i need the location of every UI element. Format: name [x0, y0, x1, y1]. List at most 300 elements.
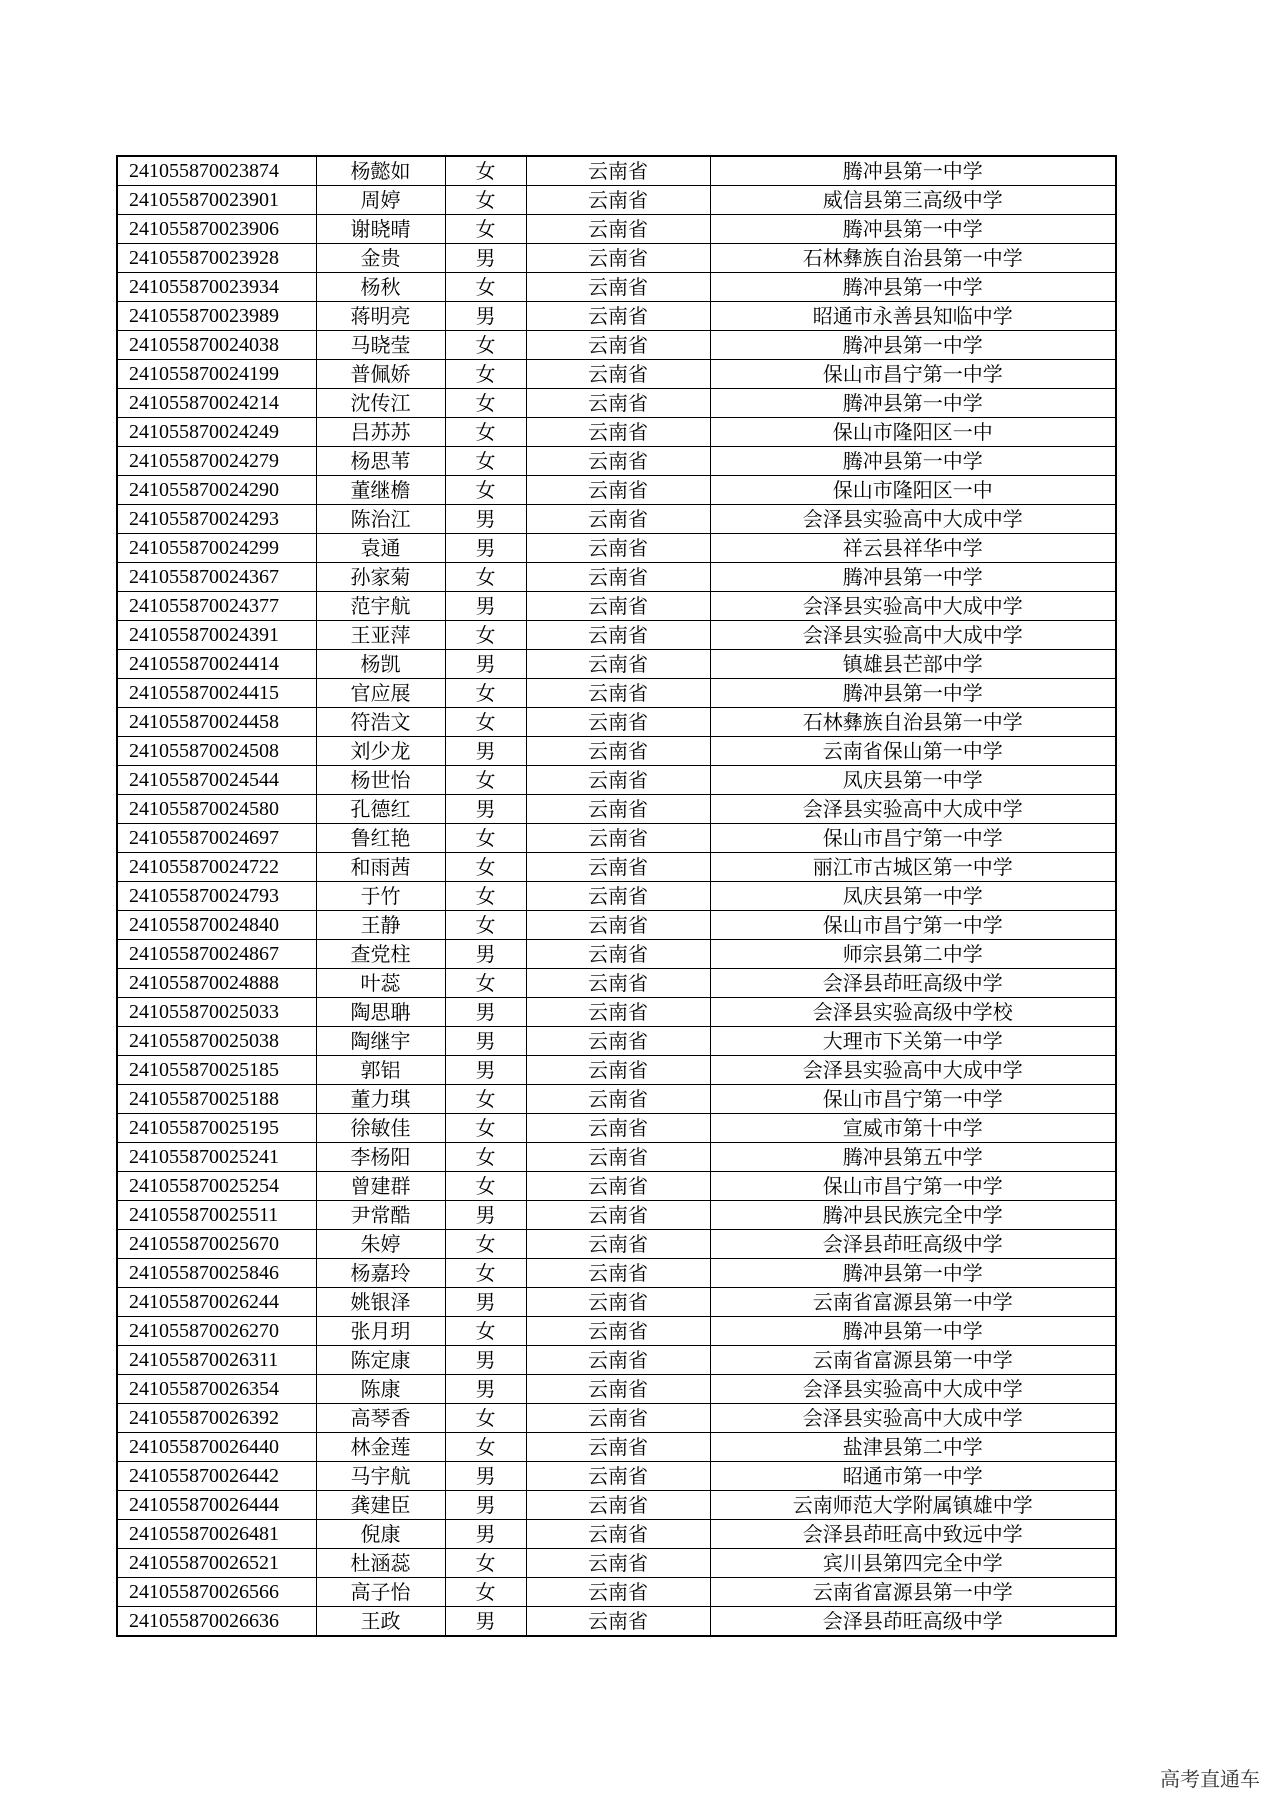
table-row [117, 1433, 1116, 1462]
gender-cell: 男 [445, 1288, 526, 1317]
table-row [117, 766, 1116, 795]
school-cell: 保山市隆阳区一中 [710, 418, 1116, 447]
candidate-id-cell: 241055870026481 [117, 1520, 316, 1549]
name-cell: 林金莲 [316, 1433, 445, 1462]
candidate-id-cell: 241055870026440 [117, 1433, 316, 1462]
candidate-id-cell: 241055870024279 [117, 447, 316, 476]
candidate-id-cell: 241055870023901 [117, 186, 316, 215]
school-cell: 会泽县茚旺高级中学 [710, 969, 1116, 998]
name-cell: 袁通 [316, 534, 445, 563]
candidate-id-cell: 241055870024722 [117, 853, 316, 882]
candidate-id-cell: 241055870024377 [117, 592, 316, 621]
table-row [117, 389, 1116, 418]
province-cell: 云南省 [526, 534, 710, 563]
table-row [117, 156, 1116, 186]
name-cell: 于竹 [316, 882, 445, 911]
school-cell: 会泽县实验高中大成中学 [710, 1404, 1116, 1433]
candidate-id-cell: 241055870023934 [117, 273, 316, 302]
province-cell: 云南省 [526, 1462, 710, 1491]
table-row [117, 1462, 1116, 1491]
gender-cell: 女 [445, 1085, 526, 1114]
province-cell: 云南省 [526, 1433, 710, 1462]
candidate-id-cell: 241055870024290 [117, 476, 316, 505]
name-cell: 杨嘉玲 [316, 1259, 445, 1288]
candidate-id-cell: 241055870024580 [117, 795, 316, 824]
candidate-id-cell: 241055870025188 [117, 1085, 316, 1114]
table-row [117, 795, 1116, 824]
school-cell: 腾冲县第一中学 [710, 1259, 1116, 1288]
name-cell: 叶蕊 [316, 969, 445, 998]
name-cell: 杨秋 [316, 273, 445, 302]
name-cell: 徐敏佳 [316, 1114, 445, 1143]
province-cell: 云南省 [526, 621, 710, 650]
gender-cell: 男 [445, 1462, 526, 1491]
school-cell: 保山市隆阳区一中 [710, 476, 1116, 505]
name-cell: 周婷 [316, 186, 445, 215]
province-cell: 云南省 [526, 1143, 710, 1172]
province-cell: 云南省 [526, 998, 710, 1027]
province-cell: 云南省 [526, 1288, 710, 1317]
candidate-id-cell: 241055870025195 [117, 1114, 316, 1143]
table-row [117, 1201, 1116, 1230]
province-cell: 云南省 [526, 215, 710, 244]
school-cell: 宾川县第四完全中学 [710, 1549, 1116, 1578]
gender-cell: 女 [445, 1172, 526, 1201]
school-cell: 会泽县茚旺高中致远中学 [710, 1520, 1116, 1549]
candidate-id-cell: 241055870025670 [117, 1230, 316, 1259]
name-cell: 杨世怡 [316, 766, 445, 795]
school-cell: 会泽县茚旺高级中学 [710, 1230, 1116, 1259]
name-cell: 蒋明亮 [316, 302, 445, 331]
province-cell: 云南省 [526, 389, 710, 418]
school-cell: 镇雄县芒部中学 [710, 650, 1116, 679]
table-row [117, 273, 1116, 302]
table-row [117, 476, 1116, 505]
school-cell: 石林彝族自治县第一中学 [710, 708, 1116, 737]
province-cell: 云南省 [526, 708, 710, 737]
province-cell: 云南省 [526, 795, 710, 824]
table-row [117, 853, 1116, 882]
name-cell: 杨凯 [316, 650, 445, 679]
candidate-id-cell: 241055870023874 [117, 156, 316, 186]
table-row [117, 1317, 1116, 1346]
gender-cell: 女 [445, 1433, 526, 1462]
gender-cell: 女 [445, 708, 526, 737]
province-cell: 云南省 [526, 1085, 710, 1114]
school-cell: 会泽县实验高中大成中学 [710, 1056, 1116, 1085]
gender-cell: 男 [445, 1607, 526, 1637]
table-row [117, 940, 1116, 969]
gender-cell: 女 [445, 882, 526, 911]
candidate-id-cell: 241055870024214 [117, 389, 316, 418]
gender-cell: 女 [445, 1143, 526, 1172]
school-cell: 保山市昌宁第一中学 [710, 360, 1116, 389]
candidate-id-cell: 241055870024391 [117, 621, 316, 650]
candidate-id-cell: 241055870026566 [117, 1578, 316, 1607]
province-cell: 云南省 [526, 1491, 710, 1520]
province-cell: 云南省 [526, 563, 710, 592]
table-row [117, 708, 1116, 737]
province-cell: 云南省 [526, 940, 710, 969]
table-row [117, 1056, 1116, 1085]
gender-cell: 女 [445, 621, 526, 650]
province-cell: 云南省 [526, 882, 710, 911]
name-cell: 王政 [316, 1607, 445, 1637]
table-row [117, 998, 1116, 1027]
province-cell: 云南省 [526, 186, 710, 215]
name-cell: 孙家菊 [316, 563, 445, 592]
table-row [117, 215, 1116, 244]
school-cell: 会泽县实验高级中学校 [710, 998, 1116, 1027]
province-cell: 云南省 [526, 1027, 710, 1056]
gender-cell: 女 [445, 1578, 526, 1607]
table-row [117, 1578, 1116, 1607]
name-cell: 龚建臣 [316, 1491, 445, 1520]
gender-cell: 男 [445, 1491, 526, 1520]
candidate-id-cell: 241055870026244 [117, 1288, 316, 1317]
school-cell: 腾冲县第一中学 [710, 331, 1116, 360]
gender-cell: 女 [445, 1549, 526, 1578]
province-cell: 云南省 [526, 476, 710, 505]
school-cell: 会泽县茚旺高级中学 [710, 1607, 1116, 1637]
name-cell: 尹常酷 [316, 1201, 445, 1230]
school-cell: 腾冲县第一中学 [710, 447, 1116, 476]
gender-cell: 男 [445, 1375, 526, 1404]
gender-cell: 男 [445, 1520, 526, 1549]
candidate-id-cell: 241055870024414 [117, 650, 316, 679]
gender-cell: 男 [445, 737, 526, 766]
province-cell: 云南省 [526, 273, 710, 302]
candidate-id-cell: 241055870024508 [117, 737, 316, 766]
name-cell: 董力琪 [316, 1085, 445, 1114]
school-cell: 石林彝族自治县第一中学 [710, 244, 1116, 273]
table-row [117, 1607, 1116, 1637]
school-cell: 云南省保山第一中学 [710, 737, 1116, 766]
table-row [117, 447, 1116, 476]
province-cell: 云南省 [526, 650, 710, 679]
candidate-id-cell: 241055870026392 [117, 1404, 316, 1433]
school-cell: 腾冲县第一中学 [710, 215, 1116, 244]
gender-cell: 男 [445, 998, 526, 1027]
name-cell: 陈治江 [316, 505, 445, 534]
gender-cell: 女 [445, 1230, 526, 1259]
gender-cell: 女 [445, 824, 526, 853]
province-cell: 云南省 [526, 1375, 710, 1404]
province-cell: 云南省 [526, 1346, 710, 1375]
province-cell: 云南省 [526, 1578, 710, 1607]
table-row [117, 244, 1116, 273]
province-cell: 云南省 [526, 244, 710, 273]
province-cell: 云南省 [526, 1201, 710, 1230]
candidate-id-cell: 241055870025511 [117, 1201, 316, 1230]
school-cell: 大理市下关第一中学 [710, 1027, 1116, 1056]
gender-cell: 女 [445, 476, 526, 505]
candidate-id-cell: 241055870025033 [117, 998, 316, 1027]
gender-cell: 女 [445, 1259, 526, 1288]
table-row [117, 505, 1116, 534]
gender-cell: 女 [445, 563, 526, 592]
candidate-id-cell: 241055870026442 [117, 1462, 316, 1491]
province-cell: 云南省 [526, 1317, 710, 1346]
candidate-id-cell: 241055870024840 [117, 911, 316, 940]
candidate-id-cell: 241055870024367 [117, 563, 316, 592]
watermark: 高考直通车 [1160, 1767, 1260, 1791]
province-cell: 云南省 [526, 853, 710, 882]
table-row [117, 1288, 1116, 1317]
gender-cell: 女 [445, 447, 526, 476]
table-row [117, 534, 1116, 563]
gender-cell: 女 [445, 215, 526, 244]
name-cell: 杨懿如 [316, 156, 445, 186]
name-cell: 普佩娇 [316, 360, 445, 389]
name-cell: 杨思苇 [316, 447, 445, 476]
gender-cell: 男 [445, 244, 526, 273]
candidate-id-cell: 241055870023989 [117, 302, 316, 331]
school-cell: 保山市昌宁第一中学 [710, 1085, 1116, 1114]
candidate-id-cell: 241055870024299 [117, 534, 316, 563]
name-cell: 高琴香 [316, 1404, 445, 1433]
gender-cell: 女 [445, 766, 526, 795]
province-cell: 云南省 [526, 418, 710, 447]
school-cell: 凤庆县第一中学 [710, 882, 1116, 911]
gender-cell: 女 [445, 853, 526, 882]
name-cell: 张月玥 [316, 1317, 445, 1346]
school-cell: 腾冲县第一中学 [710, 679, 1116, 708]
candidate-id-cell: 241055870026354 [117, 1375, 316, 1404]
school-cell: 保山市昌宁第一中学 [710, 824, 1116, 853]
table-row [117, 824, 1116, 853]
table-row [117, 1172, 1116, 1201]
gender-cell: 男 [445, 1027, 526, 1056]
candidate-id-cell: 241055870025241 [117, 1143, 316, 1172]
school-cell: 威信县第三高级中学 [710, 186, 1116, 215]
gender-cell: 男 [445, 1346, 526, 1375]
province-cell: 云南省 [526, 331, 710, 360]
province-cell: 云南省 [526, 1259, 710, 1288]
province-cell: 云南省 [526, 969, 710, 998]
table-row [117, 592, 1116, 621]
candidate-id-cell: 241055870024867 [117, 940, 316, 969]
gender-cell: 男 [445, 795, 526, 824]
school-cell: 腾冲县第一中学 [710, 156, 1116, 186]
name-cell: 官应展 [316, 679, 445, 708]
school-cell: 腾冲县第五中学 [710, 1143, 1116, 1172]
school-cell: 云南师范大学附属镇雄中学 [710, 1491, 1116, 1520]
gender-cell: 女 [445, 273, 526, 302]
candidate-id-cell: 241055870024793 [117, 882, 316, 911]
school-cell: 师宗县第二中学 [710, 940, 1116, 969]
school-cell: 云南省富源县第一中学 [710, 1346, 1116, 1375]
province-cell: 云南省 [526, 679, 710, 708]
gender-cell: 女 [445, 360, 526, 389]
school-cell: 昭通市第一中学 [710, 1462, 1116, 1491]
name-cell: 朱婷 [316, 1230, 445, 1259]
candidate-id-cell: 241055870025038 [117, 1027, 316, 1056]
gender-cell: 女 [445, 418, 526, 447]
name-cell: 郭铝 [316, 1056, 445, 1085]
table-row [117, 1346, 1116, 1375]
school-cell: 会泽县实验高中大成中学 [710, 621, 1116, 650]
name-cell: 鲁红艳 [316, 824, 445, 853]
gender-cell: 男 [445, 505, 526, 534]
table-row [117, 1520, 1116, 1549]
gender-cell: 女 [445, 186, 526, 215]
province-cell: 云南省 [526, 1549, 710, 1578]
gender-cell: 男 [445, 302, 526, 331]
gender-cell: 男 [445, 940, 526, 969]
table-row [117, 1491, 1116, 1520]
gender-cell: 男 [445, 1056, 526, 1085]
name-cell: 吕苏苏 [316, 418, 445, 447]
gender-cell: 女 [445, 969, 526, 998]
gender-cell: 女 [445, 389, 526, 418]
school-cell: 腾冲县第一中学 [710, 389, 1116, 418]
table-row [117, 1259, 1116, 1288]
province-cell: 云南省 [526, 592, 710, 621]
school-cell: 丽江市古城区第一中学 [710, 853, 1116, 882]
name-cell: 姚银泽 [316, 1288, 445, 1317]
table-row [117, 1085, 1116, 1114]
candidate-id-cell: 241055870026444 [117, 1491, 316, 1520]
gender-cell: 女 [445, 331, 526, 360]
name-cell: 马晓莹 [316, 331, 445, 360]
name-cell: 沈传江 [316, 389, 445, 418]
candidate-id-cell: 241055870026270 [117, 1317, 316, 1346]
candidate-id-cell: 241055870024038 [117, 331, 316, 360]
name-cell: 倪康 [316, 1520, 445, 1549]
table-row [117, 1404, 1116, 1433]
school-cell: 腾冲县民族完全中学 [710, 1201, 1116, 1230]
province-cell: 云南省 [526, 1172, 710, 1201]
table-row [117, 1375, 1116, 1404]
table-row [117, 331, 1116, 360]
gender-cell: 男 [445, 592, 526, 621]
school-cell: 昭通市永善县知临中学 [710, 302, 1116, 331]
table-body [117, 156, 1116, 1636]
school-cell: 腾冲县第一中学 [710, 1317, 1116, 1346]
name-cell: 范宇航 [316, 592, 445, 621]
school-cell: 盐津县第二中学 [710, 1433, 1116, 1462]
table-row [117, 737, 1116, 766]
gender-cell: 女 [445, 911, 526, 940]
name-cell: 查党柱 [316, 940, 445, 969]
table-row [117, 1549, 1116, 1578]
province-cell: 云南省 [526, 1404, 710, 1433]
candidate-id-cell: 241055870025254 [117, 1172, 316, 1201]
table-row [117, 969, 1116, 998]
school-cell: 腾冲县第一中学 [710, 273, 1116, 302]
school-cell: 会泽县实验高中大成中学 [710, 592, 1116, 621]
candidate-id-cell: 241055870025846 [117, 1259, 316, 1288]
name-cell: 马宇航 [316, 1462, 445, 1491]
province-cell: 云南省 [526, 505, 710, 534]
province-cell: 云南省 [526, 1230, 710, 1259]
name-cell: 陈康 [316, 1375, 445, 1404]
candidate-id-cell: 241055870025185 [117, 1056, 316, 1085]
table-row [117, 186, 1116, 215]
name-cell: 和雨茜 [316, 853, 445, 882]
name-cell: 陈定康 [316, 1346, 445, 1375]
candidate-id-cell: 241055870024458 [117, 708, 316, 737]
table-row [117, 621, 1116, 650]
name-cell: 陶思聃 [316, 998, 445, 1027]
table-row [117, 360, 1116, 389]
school-cell: 保山市昌宁第一中学 [710, 911, 1116, 940]
candidate-id-cell: 241055870024544 [117, 766, 316, 795]
candidate-id-cell: 241055870024697 [117, 824, 316, 853]
name-cell: 孔德红 [316, 795, 445, 824]
school-cell: 会泽县实验高中大成中学 [710, 795, 1116, 824]
candidate-id-cell: 241055870024199 [117, 360, 316, 389]
name-cell: 符浩文 [316, 708, 445, 737]
candidate-id-cell: 241055870026521 [117, 1549, 316, 1578]
table-row [117, 302, 1116, 331]
name-cell: 高子怡 [316, 1578, 445, 1607]
candidate-id-cell: 241055870024249 [117, 418, 316, 447]
name-cell: 杜涵蕊 [316, 1549, 445, 1578]
name-cell: 王亚萍 [316, 621, 445, 650]
name-cell: 陶继宇 [316, 1027, 445, 1056]
name-cell: 董继檐 [316, 476, 445, 505]
school-cell: 云南省富源县第一中学 [710, 1578, 1116, 1607]
school-cell: 宣威市第十中学 [710, 1114, 1116, 1143]
province-cell: 云南省 [526, 911, 710, 940]
province-cell: 云南省 [526, 1114, 710, 1143]
admission-list-table [116, 155, 1117, 1637]
province-cell: 云南省 [526, 1056, 710, 1085]
name-cell: 王静 [316, 911, 445, 940]
candidate-id-cell: 241055870023928 [117, 244, 316, 273]
province-cell: 云南省 [526, 360, 710, 389]
gender-cell: 男 [445, 534, 526, 563]
gender-cell: 女 [445, 679, 526, 708]
table-row [117, 882, 1116, 911]
province-cell: 云南省 [526, 156, 710, 186]
table-row [117, 1143, 1116, 1172]
name-cell: 曾建群 [316, 1172, 445, 1201]
province-cell: 云南省 [526, 824, 710, 853]
table-row [117, 563, 1116, 592]
province-cell: 云南省 [526, 1607, 710, 1637]
table-row [117, 1027, 1116, 1056]
school-cell: 会泽县实验高中大成中学 [710, 505, 1116, 534]
province-cell: 云南省 [526, 766, 710, 795]
candidate-id-cell: 241055870024415 [117, 679, 316, 708]
province-cell: 云南省 [526, 302, 710, 331]
gender-cell: 女 [445, 1404, 526, 1433]
table-row [117, 1114, 1116, 1143]
school-cell: 会泽县实验高中大成中学 [710, 1375, 1116, 1404]
school-cell: 腾冲县第一中学 [710, 563, 1116, 592]
candidate-id-cell: 241055870023906 [117, 215, 316, 244]
name-cell: 李杨阳 [316, 1143, 445, 1172]
table-row [117, 650, 1116, 679]
school-cell: 保山市昌宁第一中学 [710, 1172, 1116, 1201]
candidate-id-cell: 241055870026636 [117, 1607, 316, 1637]
candidate-id-cell: 241055870026311 [117, 1346, 316, 1375]
gender-cell: 男 [445, 1201, 526, 1230]
table-row [117, 679, 1116, 708]
candidate-id-cell: 241055870024888 [117, 969, 316, 998]
gender-cell: 女 [445, 1114, 526, 1143]
candidate-id-cell: 241055870024293 [117, 505, 316, 534]
name-cell: 谢晓晴 [316, 215, 445, 244]
gender-cell: 男 [445, 650, 526, 679]
table-row [117, 911, 1116, 940]
province-cell: 云南省 [526, 447, 710, 476]
table-row [117, 418, 1116, 447]
name-cell: 刘少龙 [316, 737, 445, 766]
